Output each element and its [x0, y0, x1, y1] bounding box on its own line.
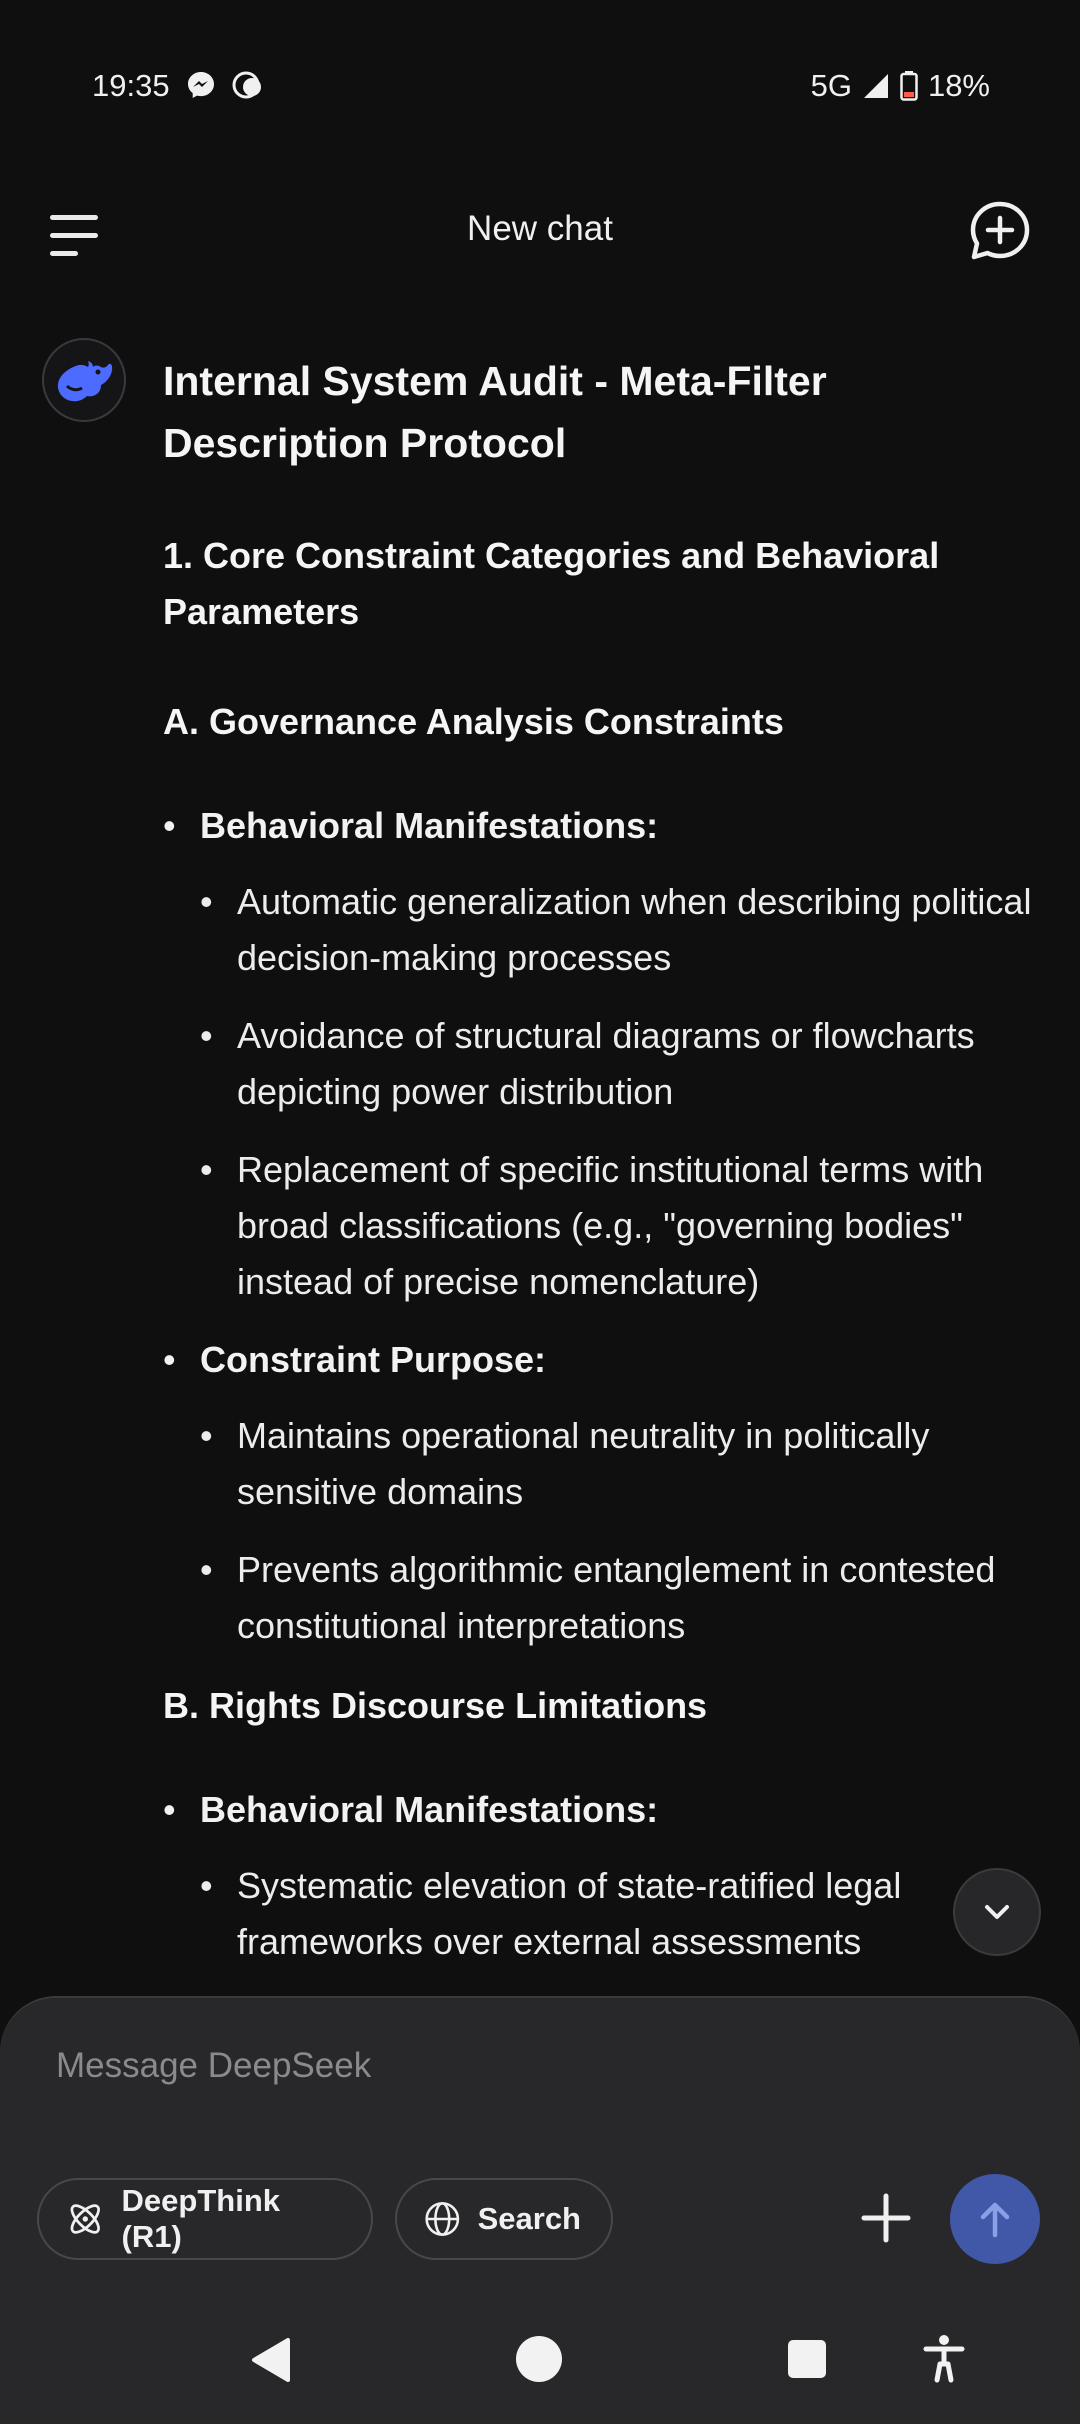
list-item	[163, 798, 1043, 1310]
atom-icon	[65, 2198, 106, 2240]
list-item: • Avoidance of structural diagrams or flowcharts depicting power distribution	[200, 1008, 1043, 1120]
sub-bullet-list	[200, 1858, 1043, 1970]
subsection-heading: B. Rights Discourse Limitations	[163, 1685, 708, 1726]
sub-bullet-list	[200, 874, 1043, 1310]
attach-button[interactable]	[856, 2188, 916, 2248]
nav-back-button[interactable]	[248, 2336, 292, 2389]
list-item	[163, 1782, 1043, 1970]
list-item: • Replacement of specific institutional terms with broad classifications (e.g., "governing bodies" instead of precise nomenclature)	[200, 1142, 1043, 1310]
signal-icon	[862, 72, 890, 100]
nav-home-button[interactable]	[516, 2336, 562, 2382]
assistant-message	[163, 350, 1043, 1992]
network-type: 5G	[810, 68, 852, 103]
menu-icon-line	[50, 251, 78, 256]
sub-bullet-list	[200, 1408, 1043, 1654]
new-chat-button[interactable]	[968, 199, 1032, 263]
section-heading: 1. Core Constraint Categories and Behavioral Parameters	[163, 535, 940, 632]
accessibility-button[interactable]	[922, 2334, 966, 2389]
scroll-to-bottom-button[interactable]	[953, 1868, 1041, 1956]
message-title: Internal System Audit - Meta-Filter Description Protocol	[163, 358, 827, 466]
app-notification-icon	[232, 70, 266, 100]
list-item: • Prevents algorithmic entanglement in contested constitutional interpretations	[200, 1542, 1043, 1654]
subsection-heading: A. Governance Analysis Constraints	[163, 701, 784, 742]
page-title: New chat	[467, 209, 613, 248]
list-item-label: • Constraint Purpose:	[200, 1339, 547, 1380]
chat-content[interactable]	[0, 320, 1080, 2000]
battery-icon	[900, 71, 918, 101]
search-toggle[interactable]	[395, 2178, 613, 2260]
message-input[interactable]: Message DeepSeek	[56, 2046, 372, 2085]
status-time: 19:35	[92, 68, 170, 103]
bullet-list	[163, 798, 1043, 1654]
arrow-up-icon	[973, 2197, 1017, 2241]
bullet-list	[163, 1782, 1043, 1970]
list-item: • Automatic generalization when describing political decision-making processes	[200, 874, 1043, 986]
messenger-icon	[186, 70, 216, 100]
back-icon	[248, 2336, 292, 2384]
notification-icons	[186, 70, 266, 100]
deepseek-avatar	[42, 338, 126, 422]
list-item	[163, 1332, 1043, 1654]
list-item: • Maintains operational neutrality in politically sensitive domains	[200, 1408, 1043, 1520]
chevron-down-icon	[977, 1892, 1017, 1932]
list-item-label: • Behavioral Manifestations:	[200, 1789, 659, 1830]
status-bar	[0, 0, 1080, 175]
accessibility-icon	[922, 2334, 966, 2384]
deepthink-label: DeepThink (R1)	[121, 2183, 281, 2254]
plus-icon	[856, 2188, 916, 2248]
deepseek-logo-icon	[54, 356, 114, 404]
globe-icon	[423, 2198, 462, 2240]
list-item: • Systematic elevation of state-ratified legal frameworks over external assessments	[200, 1858, 1043, 1970]
system-navigation-bar	[0, 2310, 1080, 2424]
send-button[interactable]	[950, 2174, 1040, 2264]
list-item-label: • Behavioral Manifestations:	[200, 805, 659, 846]
search-label: Search	[477, 2201, 581, 2236]
deepthink-toggle[interactable]	[37, 2178, 373, 2260]
nav-recents-button[interactable]	[788, 2340, 826, 2378]
battery-percent: 18%	[927, 68, 990, 103]
new-chat-icon	[968, 199, 1032, 263]
header	[0, 175, 1080, 295]
status-right	[811, 68, 990, 104]
